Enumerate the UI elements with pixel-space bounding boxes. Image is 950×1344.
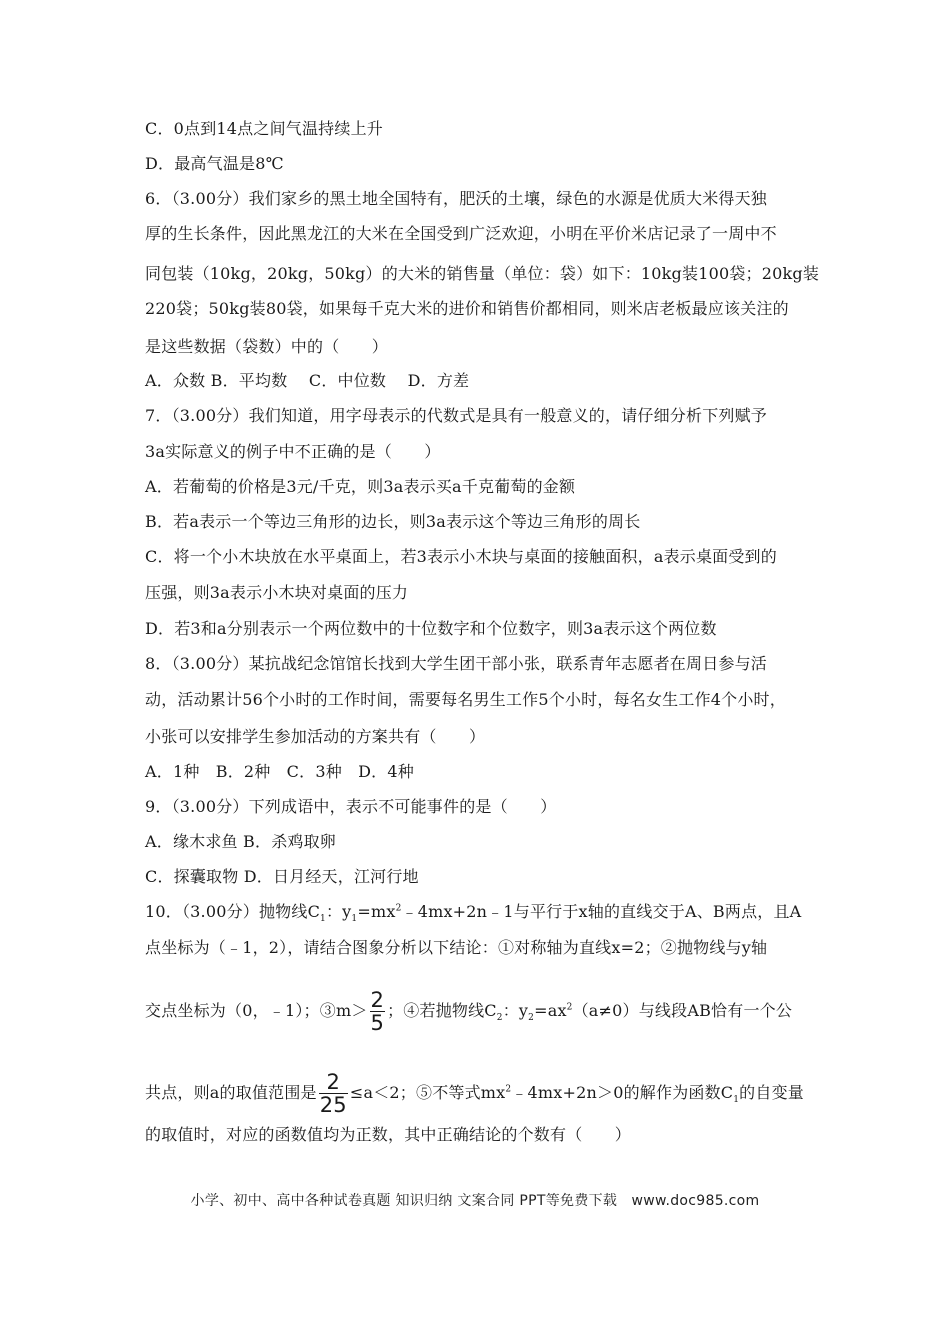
- question-10-line-4: 共点，则a的取值范围是 $\frac{2}{25}$ ≤a＜2；⑤不等式$mx^2﹣4mx+2n>0$的解作为函数$C_1$的自变量: [145, 1070, 804, 1117]
- question-8-line-3: 小张可以安排学生参加活动的方案共有（ ）: [145, 727, 486, 746]
- question-7-option-a: A．若葡萄的价格是3元/千克，则3a表示买a千克葡萄的金额: [145, 477, 576, 496]
- question-10-line-2: 点坐标为（﹣1，2），请结合图象分析以下结论：①对称轴为直线x=2；②抛物线与y轴: [145, 938, 768, 957]
- question-8-options: A．1种 B．2种 C．3种 D．4种: [145, 762, 414, 781]
- question-6-line-1: 6．（3.00分）我们家乡的黑土地全国特有，肥沃的土壤，绿色的水源是优质大米得天独: [145, 189, 768, 208]
- question-8-line-2: 动，活动累计56个小时的工作时间，需要每名男生工作5个小时，每名女生工作4个小时，: [145, 690, 786, 709]
- question-7-line-2: 3a实际意义的例子中不正确的是（ ）: [145, 442, 441, 461]
- question-9-options-ab: A．缘木求鱼 B．杀鸡取卵: [145, 832, 336, 851]
- question-9-line-1: 9．（3.00分）下列成语中，表示不可能事件的是（ ）: [145, 797, 557, 816]
- option-c-line: C．0点到14点之间气温持续上升: [145, 119, 383, 138]
- question-10-line-1: 10．（3.00分）抛物线$C_1$：$y_1=mx^2﹣4mx+2n﹣1$与平行于x轴的直线交于A、B两点，且A: [145, 902, 802, 925]
- question-10-line-5: 的取值时，对应的函数值均为正数，其中正确结论的个数有（ ）: [145, 1125, 632, 1144]
- fraction-two-fifths: $\frac{2}{5}$: [370, 988, 385, 1035]
- question-7-line-1: 7．（3.00分）我们知道，用字母表示的代数式是具有一般意义的，请仔细分析下列赋予: [145, 406, 768, 425]
- question-7-option-b: B．若a表示一个等边三角形的边长，则3a表示这个等边三角形的周长: [145, 512, 641, 531]
- question-6-line-4: 220袋；50kg装80袋，如果每千克大米的进价和销售价都相同，则米店老板最应该关注的: [145, 299, 789, 318]
- question-8-line-1: 8．（3.00分）某抗战纪念馆馆长找到大学生团干部小张，联系青年志愿者在周日参与活: [145, 654, 768, 673]
- question-10-line-3: 交点坐标为（0，﹣1）；③m＞ $\frac{2}{5}$ ；④若抛物线$C_2$：$y_2=ax^2(a\ne 0)$与线段AB恰有一个公: [145, 988, 793, 1035]
- question-7-option-c-line-1: C．将一个小木块放在水平桌面上，若3表示小木块与桌面的接触面积，a表示桌面受到的: [145, 547, 777, 566]
- option-d-line: D．最高气温是8℃: [145, 154, 284, 173]
- question-7-option-d: D．若3和a分别表示一个两位数中的十位数字和个位数字，则3a表示这个两位数: [145, 619, 717, 638]
- question-6-line-2: 厚的生长条件，因此黑龙江的大米在全国受到广泛欢迎，小明在平价米店记录了一周中不: [145, 224, 777, 243]
- fraction-two-twentyfifths: $\frac{2}{25}$: [319, 1070, 347, 1117]
- question-6-line-5: 是这些数据（袋数）中的（ ）: [145, 337, 389, 356]
- page-footer: 小学、初中、高中各种试卷真题 知识归纳 文案合同 PPT等免费下载 www.doc985.com: [190, 1193, 760, 1209]
- question-6-line-3: 同包装（10kg，20kg，50kg）的大米的销售量（单位：袋）如下：10kg装100袋；20kg装: [145, 264, 820, 283]
- question-6-options: A．众数 B．平均数 C．中位数 D．方差: [145, 371, 470, 390]
- question-9-options-cd: C．探囊取物 D．日月经天，江河行地: [145, 867, 419, 886]
- question-7-option-c-line-2: 压强，则3a表示小木块对桌面的压力: [145, 583, 409, 602]
